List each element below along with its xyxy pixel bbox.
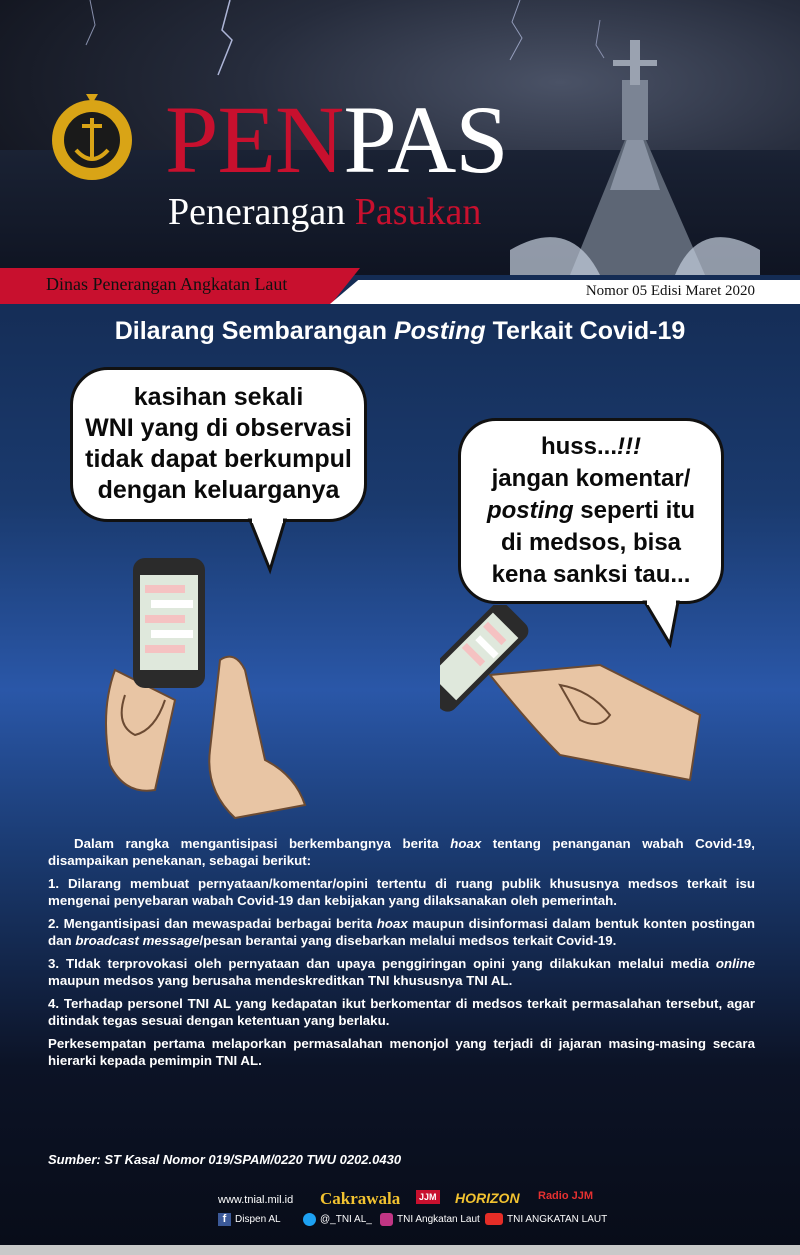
twitter-label: @_TNI AL_ bbox=[320, 1214, 372, 1225]
twitter-link[interactable] bbox=[303, 1213, 372, 1226]
headline-emphasis: Posting bbox=[393, 317, 486, 345]
hand-holding-phone-left bbox=[95, 550, 335, 820]
bubble-right-line3 bbox=[461, 495, 721, 527]
navy-emblem-icon bbox=[42, 90, 142, 190]
point-2 bbox=[48, 915, 755, 949]
masthead-title-part2: PAS bbox=[343, 86, 508, 193]
page-headline bbox=[0, 317, 800, 346]
youtube-label: TNI ANGKATAN LAUT bbox=[507, 1213, 608, 1225]
bubble-right-emphasis: posting bbox=[486, 497, 574, 524]
instagram-icon bbox=[380, 1213, 393, 1226]
point-1: 1. Dilarang membuat pernyataan/komentar/opini tertentu di ruang publik khususnya medsos terkait isu mengenai penyebaran wabah Covid-19 dan kebijakan yang dilaksanakan oleh pemerintah. bbox=[48, 876, 755, 908]
publisher-label: Dinas Penerangan Angkatan Laut bbox=[46, 274, 288, 294]
bubble-left-line: WNI yang di observasi bbox=[85, 414, 352, 442]
subtitle-part2: Pasukan bbox=[354, 191, 482, 233]
text-run: maupun medsos yang berusaha mendeskreditkan TNI khususnya TNI AL. bbox=[48, 973, 513, 988]
youtube-link[interactable] bbox=[485, 1213, 607, 1225]
instagram-link[interactable] bbox=[380, 1213, 480, 1226]
bubble-right-line5: kena sanksi tau... bbox=[491, 561, 691, 588]
headline-before: Dilarang Sembarangan bbox=[114, 317, 394, 345]
bubble-right-line4: di medsos, bisa bbox=[500, 529, 682, 556]
facebook-label: Dispen AL bbox=[235, 1214, 281, 1225]
speech-bubble-right bbox=[458, 418, 724, 604]
text-emphasis: hoax bbox=[376, 916, 408, 931]
instagram-label: TNI Angkatan Laut bbox=[397, 1214, 480, 1225]
bubble-right-line2: jangan komentar/ bbox=[491, 465, 691, 492]
twitter-icon bbox=[303, 1213, 316, 1226]
text-run: Dalam rangka mengantisipasi berkembangnya berita bbox=[74, 836, 451, 851]
header-banner bbox=[0, 0, 800, 275]
headline-after: Terkait Covid-19 bbox=[485, 317, 686, 345]
masthead-title bbox=[165, 86, 508, 193]
point-4: 4. Terhadap personel TNI AL yang kedapatan ikut berkomentar di medsos terkait permasalahan tersebut, agar ditindak tegas sesuai dengan ketentuan yang berlaku. bbox=[48, 996, 755, 1028]
masthead-subtitle bbox=[168, 190, 481, 234]
body-text bbox=[48, 835, 755, 1075]
bubble-right-emphasis: !!! bbox=[617, 433, 641, 460]
horizon-logo: HORIZON bbox=[455, 1190, 520, 1206]
bubble-left-line: dengan keluarganya bbox=[97, 476, 340, 504]
radio-jjm-logo: Radio JJM bbox=[538, 1190, 594, 1202]
bubble-left-line: tidak dapat berkumpul bbox=[85, 445, 352, 473]
text-run: tentang penanganan wabah Covid-19, disampaikan penekanan, sebagai berikut: bbox=[48, 836, 755, 868]
edition-label: Nomor 05 Edisi Maret 2020 bbox=[585, 283, 755, 299]
text-run: 3. TIdak terprovokasi oleh pernyataan dan upaya penggiringan opini yang dilakukan melalui media bbox=[48, 956, 716, 971]
footer bbox=[0, 1185, 800, 1245]
bubble-right-line1 bbox=[461, 431, 721, 463]
facebook-icon: f bbox=[218, 1213, 231, 1226]
masthead-title-part1: PEN bbox=[165, 86, 344, 193]
text-run: 2. Mengantisipasi dan mewaspadai berbagai berita bbox=[48, 916, 377, 931]
source-note: Sumber: ST Kasal Nomor 019/SPAM/0220 TWU 0202.0430 bbox=[48, 1152, 402, 1167]
text-emphasis: online bbox=[715, 956, 755, 971]
warship-icon bbox=[510, 0, 760, 275]
facebook-link[interactable] bbox=[218, 1213, 281, 1226]
bottom-strip bbox=[0, 1245, 800, 1255]
cakrawala-logo: Cakrawala bbox=[320, 1189, 401, 1208]
subtitle-part1: Penerangan bbox=[168, 191, 346, 233]
hand-holding-phone-right bbox=[440, 605, 710, 790]
point-3 bbox=[48, 955, 755, 989]
jjm-logo: JJM bbox=[416, 1190, 440, 1204]
bubble-left-line: kasihan sekali bbox=[133, 383, 304, 411]
closing-paragraph: Perkesempatan pertama melaporkan permasalahan menonjol yang terjadi di jajaran masing-masing secara hierarki kepada pemimpin TNI AL. bbox=[48, 1036, 755, 1068]
speech-bubble-left bbox=[70, 367, 367, 522]
intro-paragraph bbox=[48, 835, 755, 869]
text-emphasis: hoax bbox=[450, 836, 482, 851]
text-emphasis: broadcast message bbox=[75, 933, 200, 948]
bubble-right-text: seperti itu bbox=[573, 497, 695, 524]
text-run: maupun disinformasi dalam bentuk konten postingan dan bbox=[48, 916, 755, 948]
website-link[interactable]: www.tnial.mil.id bbox=[218, 1194, 294, 1206]
text-run: /pesan berantai yang disebarkan melalui medsos terkait Covid-19. bbox=[199, 933, 617, 948]
youtube-icon bbox=[485, 1213, 503, 1225]
bubble-right-text: huss... bbox=[540, 433, 618, 460]
